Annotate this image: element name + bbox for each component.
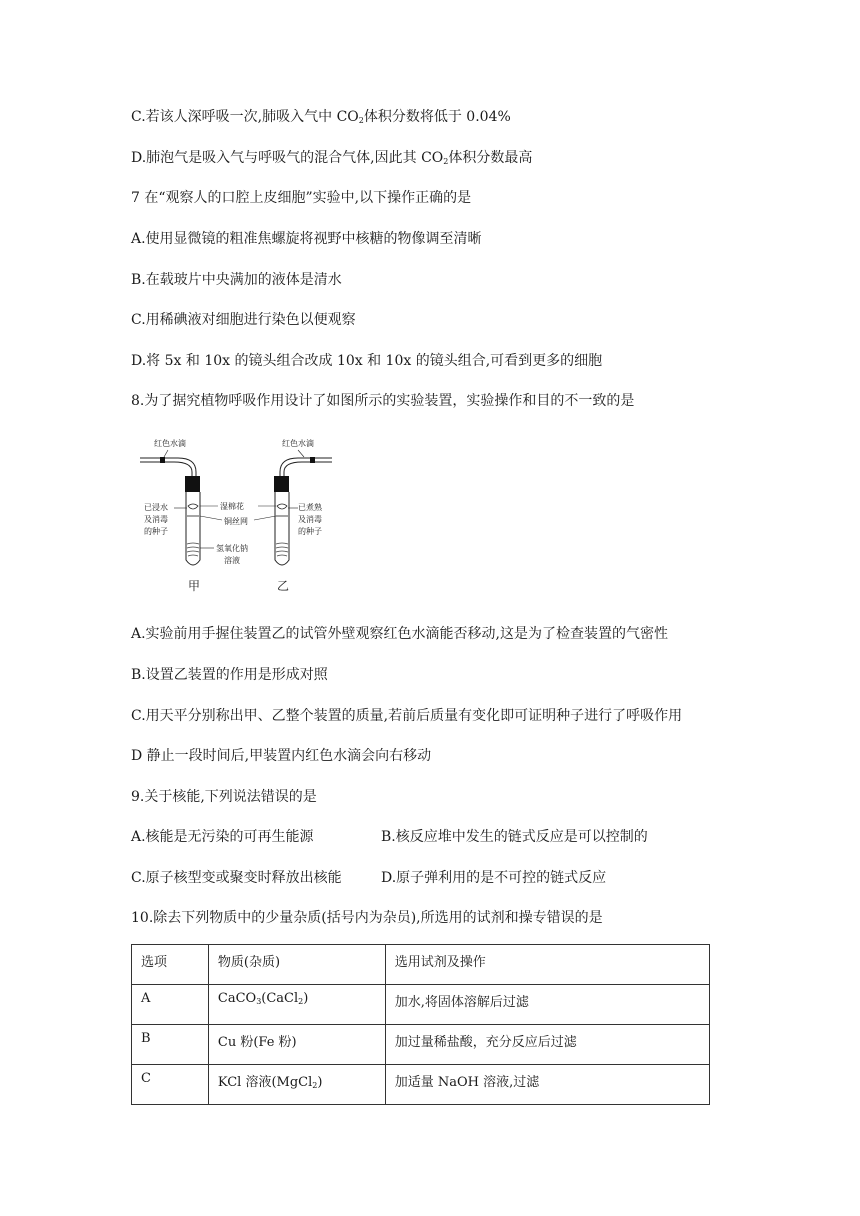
substance-text: ): [303, 991, 309, 1006]
table-cell-substance: [208, 1065, 385, 1105]
table-header-cell: 物质(杂质): [208, 945, 385, 985]
table-row: [132, 985, 710, 1025]
label-copper-mesh: 铜丝网: [224, 517, 248, 526]
table-header-row: [132, 945, 710, 985]
table-header-cell: 选项: [132, 945, 209, 985]
q8-option-a: A.实验前用手握住装置乙的试管外壁观察红色水滴能否移动,这是为了检查装置的气密性: [131, 626, 669, 642]
label-right-seeds-line3: 的种子: [298, 527, 322, 536]
q8-option-c: C.用天平分别称出甲、乙整个装置的质量,若前后质量有变化即可证明种子进行了呼吸作用: [131, 708, 683, 724]
label-right-seeds-line2: 及消毒: [298, 515, 322, 524]
label-left-seeds-line1: 已浸水: [144, 503, 168, 512]
label-jia: 甲: [188, 579, 201, 593]
q6-option-d-text-tail: 体积分数最高: [448, 150, 533, 166]
q9-option-a: A.核能是无污染的可再生能源: [131, 829, 314, 845]
q9-option-c: C.原子核型变或聚变时释放出核能: [131, 870, 342, 886]
table-cell-substance: Cu 粉(Fe 粉): [208, 1025, 385, 1065]
q7-stem: 7 在“观察人的口腔上皮细胞”实验中,以下操作正确的是: [131, 190, 472, 206]
table-row: [132, 1065, 710, 1105]
q6-option-c: [131, 107, 511, 131]
label-naoh-line2: 溶液: [224, 556, 240, 565]
q6-option-d: [131, 148, 532, 172]
subscript: 2: [312, 1081, 318, 1090]
substance-text: KCl 溶液(MgCl: [217, 1075, 313, 1090]
subscript: 2: [358, 116, 364, 125]
label-yi: 乙: [277, 579, 290, 593]
q6-option-c-text-tail: 体积分数将低于 0.04%: [363, 109, 511, 125]
q8-option-b: B.设置乙装置的作用是形成对照: [131, 667, 328, 683]
table-cell-operation: 加过量稀盐酸，充分反应后过滤: [385, 1025, 709, 1065]
q7-option-b: B.在载玻片中央满加的液体是清水: [131, 272, 342, 288]
label-naoh-line1: 氢氧化钠: [216, 544, 248, 553]
subscript: 3: [256, 997, 262, 1006]
red-water-drop-right: [310, 457, 315, 463]
q10-table: [131, 944, 710, 1105]
table-cell-operation: 加适量 NaOH 溶液,过滤: [385, 1065, 709, 1105]
label-left-seeds-line3: 的种子: [144, 527, 168, 536]
q9-option-b: B.核反应堆中发生的链式反应是可以控制的: [381, 829, 648, 845]
label-right-seeds-line1: 已煮熟: [298, 503, 322, 512]
table-cell-option: B: [132, 1025, 209, 1065]
q8-stem: 8.为了据究植物呼吸作用设计了如图所示的实验装置，实验操作和目的不一致的是: [131, 393, 635, 409]
q7-option-c: C.用稀碘液对细胞进行染色以便观察: [131, 312, 356, 328]
q9-option-d: D.原子弹利用的是不可控的链式反应: [381, 870, 607, 886]
substance-text: CaCO: [217, 991, 257, 1006]
table-header-cell: 选用试剂及操作: [385, 945, 709, 985]
q9-stem: 9.关于核能,下列说法错误的是: [131, 789, 317, 805]
q7-option-d: D.将 5x 和 10x 的镜头组合改成 10x 和 10x 的镜头组合,可看到更多的细胞: [131, 353, 603, 369]
subscript: 2: [298, 997, 304, 1006]
q7-option-a: A.使用显微镜的粗准焦螺旋将视野中核糖的物像调至清晰: [131, 231, 482, 247]
table-row: [132, 1025, 710, 1065]
table-cell-operation: 加水,将固体溶解后过滤: [385, 985, 709, 1025]
table-cell-option: A: [132, 985, 209, 1025]
q6-option-d-text: D.肺泡气是吸入气与呼吸气的混合气体,因此其 CO: [131, 150, 444, 166]
label-red-drop-left: 红色水滴: [154, 439, 186, 448]
table-cell-option: C: [132, 1065, 209, 1105]
q8-option-d: D 静止一段时间后,甲装置内红色水滴会向右移动: [131, 748, 432, 764]
subscript: 2: [443, 157, 449, 166]
q10-stem: 10.除去下列物质中的少量杂质(括号内为杂员),所选用的试剂和操专错误的是: [131, 910, 603, 926]
q6-option-c-text: C.若该人深呼吸一次,肺吸入气中 CO: [131, 109, 359, 125]
apparatus-diagram: [138, 432, 338, 602]
label-left-seeds-line2: 及消毒: [144, 515, 168, 524]
substance-text: ): [317, 1075, 323, 1090]
respiration-apparatus-figure: [138, 432, 338, 602]
label-wet-cotton: 湿棉花: [220, 502, 244, 511]
red-water-drop-left: [160, 457, 165, 463]
label-red-drop-right: 红色水滴: [282, 439, 314, 448]
stopper-left: [185, 476, 200, 492]
substance-text: (CaCl: [261, 991, 299, 1006]
table-cell-substance: [208, 985, 385, 1025]
stopper-right: [274, 476, 289, 492]
